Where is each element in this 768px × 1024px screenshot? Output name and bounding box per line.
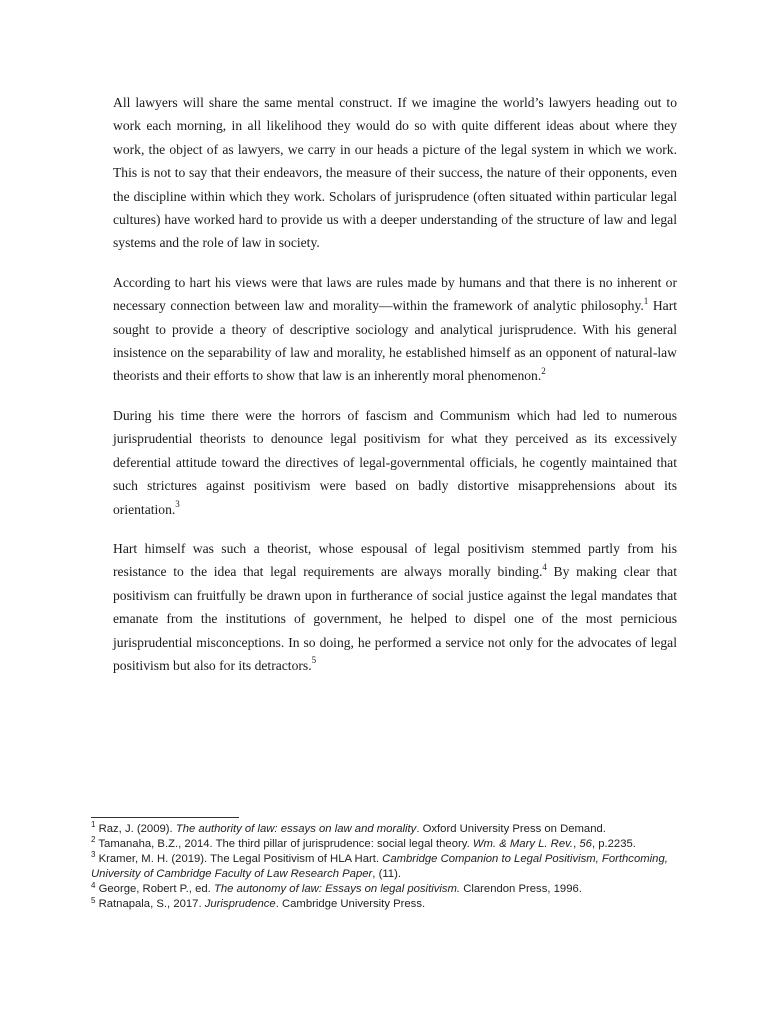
footnote-3 <box>91 852 691 882</box>
footnote-separator <box>91 817 239 818</box>
body-text <box>113 91 677 693</box>
footnote-ref-3[interactable]: 3 <box>175 498 180 509</box>
footnote-title: Cambridge Companion to Legal Positivism, Forthcoming, University of Cambridge Faculty of Law Research Paper <box>91 853 668 881</box>
footnote-text: , p.2235. <box>591 838 636 851</box>
footnote-number: 1 <box>91 820 96 830</box>
footnote-number: 5 <box>91 895 96 905</box>
footnote-text: . Cambridge University Press. <box>275 898 426 911</box>
footnote-text: Ratnapala, S., 2017. <box>95 898 205 911</box>
footnote-2 <box>91 837 691 852</box>
footnote-number: 2 <box>91 835 96 845</box>
footnote-text: , <box>573 838 580 851</box>
footnote-text: George, Robert P., ed. <box>95 883 214 896</box>
footnote-title: Jurisprudence <box>204 898 276 911</box>
footnote-text: Raz, J. (2009). <box>95 823 176 835</box>
paragraph-3 <box>113 404 677 521</box>
footnote-text: . Oxford University Press on Demand. <box>416 823 606 835</box>
footnote-ref-5[interactable]: 5 <box>311 655 317 666</box>
paragraph-2 <box>113 271 677 388</box>
footnote-1 <box>91 822 691 837</box>
paragraph-text: By making clear that positivism can fruitfully be drawn upon in furtherance of social justice against the legal mandates that emanate from the institutions of government, he helped to dispel one of the most pernicious jurisprudential misconceptions. In so doing, he performed a service not only for the advocates of legal positivism but also for its detractors. <box>113 564 677 673</box>
footnote-text: Tamanaha, B.Z., 2014. The third pillar of jurisprudence: social legal theory. <box>95 838 473 851</box>
paragraph-4 <box>113 537 677 677</box>
footnote-text: Clarendon Press, 1996. <box>460 883 582 896</box>
footnote-title: The autonomy of law: Essays on legal positivism. <box>213 883 461 896</box>
paragraph-text: Hart himself was such a theorist, whose espousal of legal positivism stemmed partly from his resistance to the idea that legal requirements are always morally binding. <box>113 540 677 580</box>
footnote-number: 3 <box>91 850 96 860</box>
paragraph-text: All lawyers will share the same mental construct. If we imagine the world’s lawyers heading out to work each morning, in all likelihood they would do so with quite different ideas about where they work, the object of as lawyers, we carry in our heads a picture of the legal system in which we work. This is not to say that their endeavors, the measure of their success, the nature of their opponents, even the discipline within which they work. Scholars of jurisprudence (often situated within particular legal cultures) have worked hard to provide us with a deeper understanding of the structure of law and legal systems and the role of law in society. <box>113 95 677 251</box>
footnote-ref-2[interactable]: 2 <box>541 365 546 376</box>
footnote-ref-4[interactable]: 4 <box>542 561 547 572</box>
footnote-text: Kramer, M. H. (2019). The Legal Positivism of HLA Hart. <box>95 853 383 866</box>
footnote-title: The authority of law: essays on law and morality <box>175 823 417 835</box>
paragraph-text: According to hart his views were that laws are rules made by humans and that there is no inherent or necessary connection between law and morality—within the framework of analytic philosophy. <box>113 274 677 314</box>
paragraph-1 <box>113 91 677 255</box>
footnote-text: , (11). <box>372 868 401 881</box>
footnote-5 <box>91 897 691 912</box>
footnote-volume: 56 <box>579 838 592 851</box>
footnotes <box>91 822 691 913</box>
footnote-number: 4 <box>91 880 96 890</box>
paragraph-text: Hart sought to provide a theory of descriptive sociology and analytical jurisprudence. With his general insistence on the separability of law and morality, he established himself as an opponent of natural-law theorists and their efforts to show that law is an inherently moral phenomenon. <box>113 298 678 384</box>
footnote-ref-1[interactable]: 1 <box>643 295 649 306</box>
footnote-4 <box>91 882 691 897</box>
paragraph-text: During his time there were the horrors of fascism and Communism which had led to numerous jurisprudential theorists to denounce legal positivism for what they perceived as its excessively deferential attitude toward the directives of legal-governmental officials, he cogently maintained that such strictures against positivism were based on badly distortive misapprehensions about its orientation. <box>113 407 677 517</box>
footnote-title: Wm. & Mary L. Rev. <box>472 838 574 851</box>
